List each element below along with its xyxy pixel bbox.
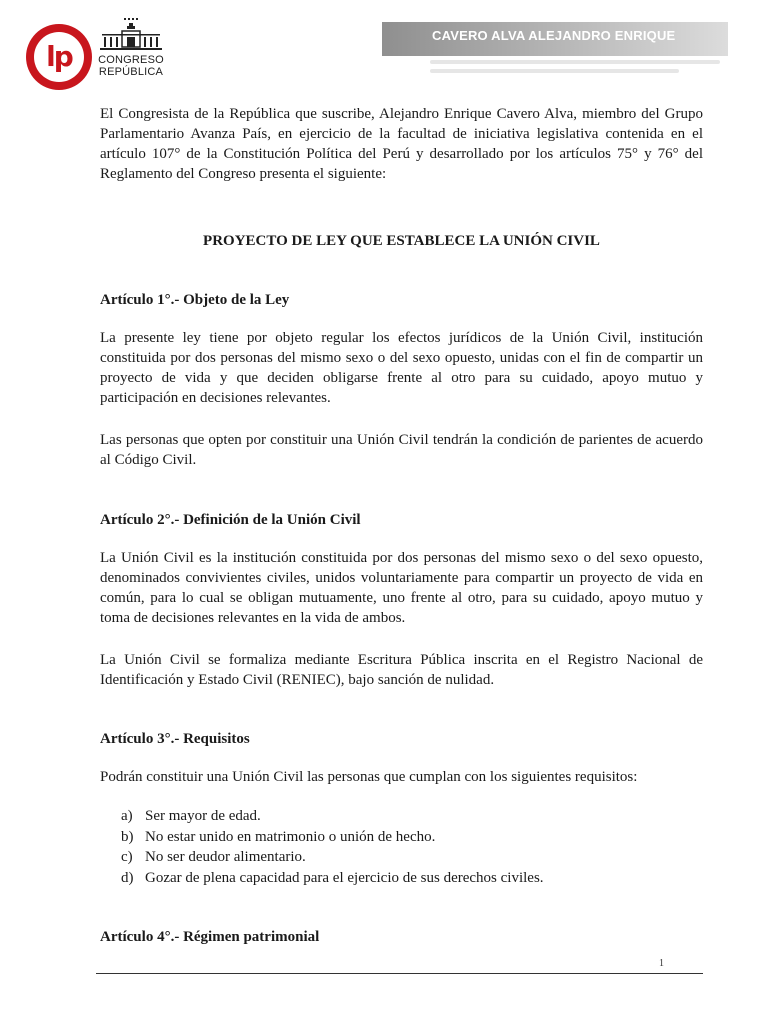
list-item-letter: a): [121, 808, 133, 824]
congreso-name-line-1: CONGRESO: [98, 54, 164, 66]
congreso-logo: [95, 18, 167, 78]
list-item-letter: b): [121, 828, 134, 845]
list-item: [121, 827, 544, 848]
header-faint-subtitle: [430, 60, 720, 80]
list-item-text: No estar unido en matrimonio o unión de hecho.: [145, 828, 436, 845]
article-3-paragraph-1: Podrán constituir una Unión Civil las personas que cumplan con los siguientes requisitos:: [100, 769, 638, 785]
list-item-text: Gozar de plena capacidad para el ejercicio de sus derechos civiles.: [145, 869, 544, 886]
article-4-heading: Artículo 4°.- Régimen patrimonial: [100, 929, 320, 945]
article-1-paragraph-2: Las personas que opten por constituir una Unión Civil tendrán la condición de parientes de acuerdo al Código Civil.: [100, 432, 703, 468]
requirements-list: [121, 806, 544, 888]
lp-logo-text: lp: [46, 40, 72, 73]
list-item: [121, 847, 544, 868]
list-item-letter: c): [121, 849, 133, 865]
list-item-text: No ser deudor alimentario.: [145, 849, 306, 865]
article-2-heading: Artículo 2°.- Definición de la Unión Civil: [100, 512, 361, 528]
congress-building-icon: [100, 18, 162, 54]
article-2-paragraph-1: La Unión Civil es la institución constituida por dos personas del mismo sexo o del sexo opuesto, denominados convivientes civiles, unidos voluntariamente para compartir un proyecto de vida en común, para lo cual se obligan mutuamente, uno frente al otro, para su cuidado, apoyo mutuo y toma de decisiones relevantes en la vida de ambos.: [100, 550, 703, 626]
author-header-band: [382, 22, 728, 56]
congreso-name-line-2: REPÚBLICA: [98, 66, 164, 78]
intro-paragraph: El Congresista de la República que suscribe, Alejandro Enrique Cavero Alva, miembro del Grupo Parlamentario Avanza País, en ejercicio de la facultad de iniciativa legislativa contenida en el artículo 107° de la Constitución Política del Perú y desarrollado por los artículos 75° y 76° del Reglamento del Congreso presenta el siguiente:: [100, 106, 703, 182]
page-number: 1: [659, 958, 664, 969]
article-1-paragraph-1: La presente ley tiene por objeto regular los efectos jurídicos de la Unión Civil, institución constituida por dos personas del mismo sexo o del sexo opuesto, unidas con el fin de compartir un proyecto de vida y que deciden obligarse frente al otro para su cuidado, apoyo mutuo y participación en decisiones relevantes.: [100, 330, 703, 406]
article-3-heading: Artículo 3°.- Requisitos: [100, 731, 250, 747]
list-item: [121, 806, 544, 827]
lp-logo: [26, 24, 92, 90]
list-item: [121, 868, 544, 889]
article-1-heading: Artículo 1°.- Objeto de la Ley: [100, 292, 290, 308]
article-2-paragraph-2: La Unión Civil se formaliza mediante Escritura Pública inscrita en el Registro Nacional de Identificación y Estado Civil (RENIEC), bajo sanción de nulidad.: [100, 652, 703, 688]
author-name: CAVERO ALVA ALEJANDRO ENRIQUE: [432, 28, 676, 43]
list-item-letter: d): [121, 869, 134, 886]
list-item-text: Ser mayor de edad.: [145, 808, 261, 824]
lp-logo-inner: [34, 32, 84, 82]
footer-divider: [96, 973, 703, 974]
document-title: PROYECTO DE LEY QUE ESTABLECE LA UNIÓN CIVIL: [203, 233, 600, 249]
